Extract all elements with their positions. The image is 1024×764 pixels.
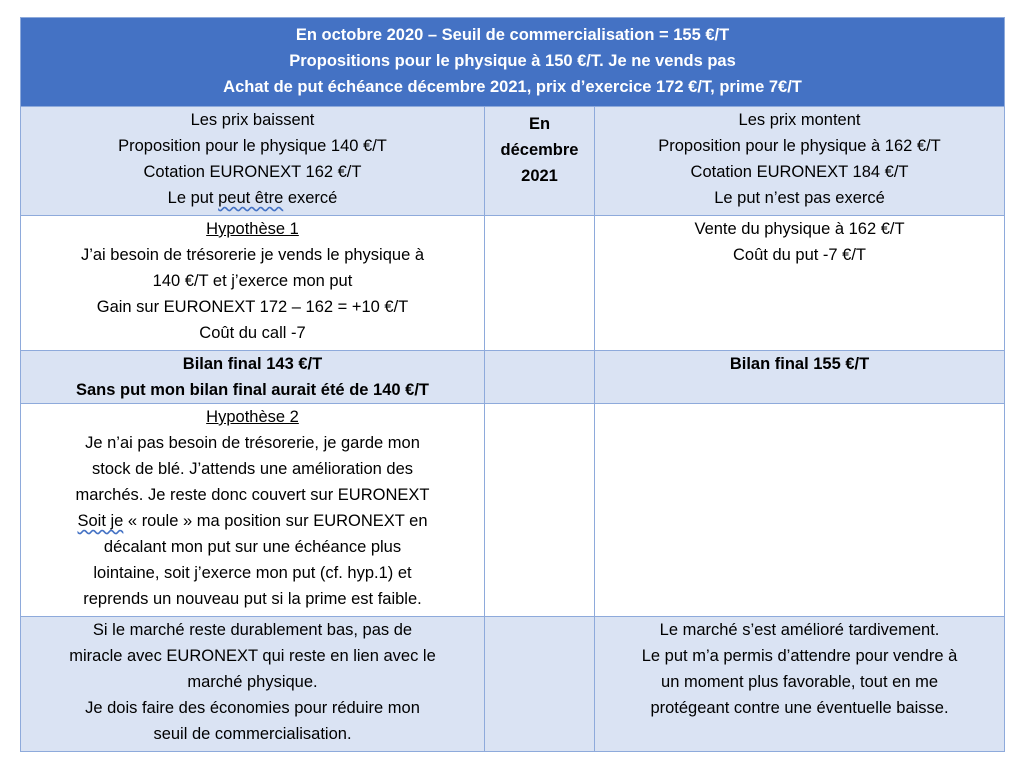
scenario-row xyxy=(21,107,1005,216)
hypothesis-title: Hypothèse 2 xyxy=(206,408,299,426)
text-line: un moment plus favorable, tout en me xyxy=(661,673,939,691)
text-line: Sans put mon bilan final aurait été de 140 €/T xyxy=(75,381,429,399)
text-line: Proposition pour le physique 140 €/T xyxy=(118,137,387,155)
text-line: Bilan final 143 €/T xyxy=(182,355,323,373)
text-line xyxy=(25,185,480,211)
text-line: reprends un nouveau put si la prime est faible. xyxy=(83,590,422,608)
rise-result-cell xyxy=(595,216,1005,351)
header-line-1: En octobre 2020 – Seuil de commercialisation = 155 €/T xyxy=(295,26,730,44)
text-line: lointaine, soit j’exerce mon put (cf. hyp.1) et xyxy=(93,564,412,582)
prices-rise-cell xyxy=(595,107,1005,216)
header-line-2: Propositions pour le physique à 150 €/T. Je ne vends pas xyxy=(289,52,736,70)
text-line: Cotation EURONEXT 184 €/T xyxy=(690,163,909,181)
hypothesis-2-cell xyxy=(21,404,485,617)
text-line: Coût du call -7 xyxy=(199,324,306,342)
text-line: J’ai besoin de trésorerie je vends le physique à xyxy=(80,246,425,264)
text-line: Je n’ai pas besoin de trésorerie, je garde mon xyxy=(85,434,420,452)
text-fragment: Le put xyxy=(167,189,219,207)
empty-cell xyxy=(595,404,1005,617)
text-line: Le put n’est pas exercé xyxy=(714,189,885,207)
header-line-3: Achat de put échéance décembre 2021, prix d’exercice 172 €/T, prime 7€/T xyxy=(223,78,802,96)
date-line: 2021 xyxy=(521,167,558,185)
text-fragment: « roule » ma position sur EURONEXT en xyxy=(123,512,428,530)
text-line: Les prix baissent xyxy=(190,111,315,129)
date-line: En xyxy=(528,115,551,133)
text-line: protégeant contre une éventuelle baisse. xyxy=(650,699,949,717)
hypothesis-1-row xyxy=(21,216,1005,351)
text-line: Le put m’a permis d’attendre pour vendre à xyxy=(641,647,958,665)
date-cell xyxy=(485,107,595,216)
empty-cell xyxy=(485,617,595,752)
hypothesis-1-cell xyxy=(21,216,485,351)
text-line: seuil de commercialisation. xyxy=(153,725,352,743)
text-line: Coût du put -7 €/T xyxy=(733,246,867,264)
text-line: Si le marché reste durablement bas, pas de xyxy=(92,621,413,639)
text-line: Je dois faire des économies pour réduire mon xyxy=(85,699,420,717)
text-line: miracle avec EURONEXT qui reste en lien avec le xyxy=(69,647,436,665)
text-line: décalant mon put sur une échéance plus xyxy=(103,538,402,556)
conclusion-row xyxy=(21,617,1005,752)
date-line: décembre xyxy=(500,141,579,159)
prices-fall-cell xyxy=(21,107,485,216)
balance-row xyxy=(21,351,1005,404)
balance-fall-cell xyxy=(21,351,485,404)
text-line: 140 €/T et j’exerce mon put xyxy=(152,272,353,290)
text-line: Les prix montent xyxy=(738,111,861,129)
text-line: Cotation EURONEXT 162 €/T xyxy=(143,163,362,181)
empty-cell xyxy=(485,216,595,351)
text-line: Vente du physique à 162 €/T xyxy=(694,220,905,238)
conclusion-rise-cell xyxy=(595,617,1005,752)
grammar-marked-text: Soit je xyxy=(77,512,124,530)
text-line: Proposition pour le physique à 162 €/T xyxy=(658,137,941,155)
empty-cell xyxy=(485,404,595,617)
header-cell xyxy=(21,18,1005,107)
hypothesis-title: Hypothèse 1 xyxy=(206,220,299,238)
conclusion-fall-cell xyxy=(21,617,485,752)
text-line xyxy=(25,508,480,534)
text-fragment: exercé xyxy=(283,189,338,207)
header-row xyxy=(21,18,1005,107)
text-line: marché physique. xyxy=(187,673,318,691)
text-line: Bilan final 155 €/T xyxy=(729,355,870,373)
text-line: Gain sur EURONEXT 172 – 162 = +10 €/T xyxy=(96,298,409,316)
hypothesis-2-row xyxy=(21,404,1005,617)
grammar-marked-text: peut être xyxy=(218,189,284,207)
empty-cell xyxy=(485,351,595,404)
text-line: stock de blé. J’attends une amélioration des xyxy=(91,460,414,478)
text-line: marchés. Je reste donc couvert sur EURONEXT xyxy=(75,486,430,504)
text-line: Le marché s’est amélioré tardivement. xyxy=(659,621,940,639)
balance-rise-cell xyxy=(595,351,1005,404)
hedging-table xyxy=(20,17,1005,752)
